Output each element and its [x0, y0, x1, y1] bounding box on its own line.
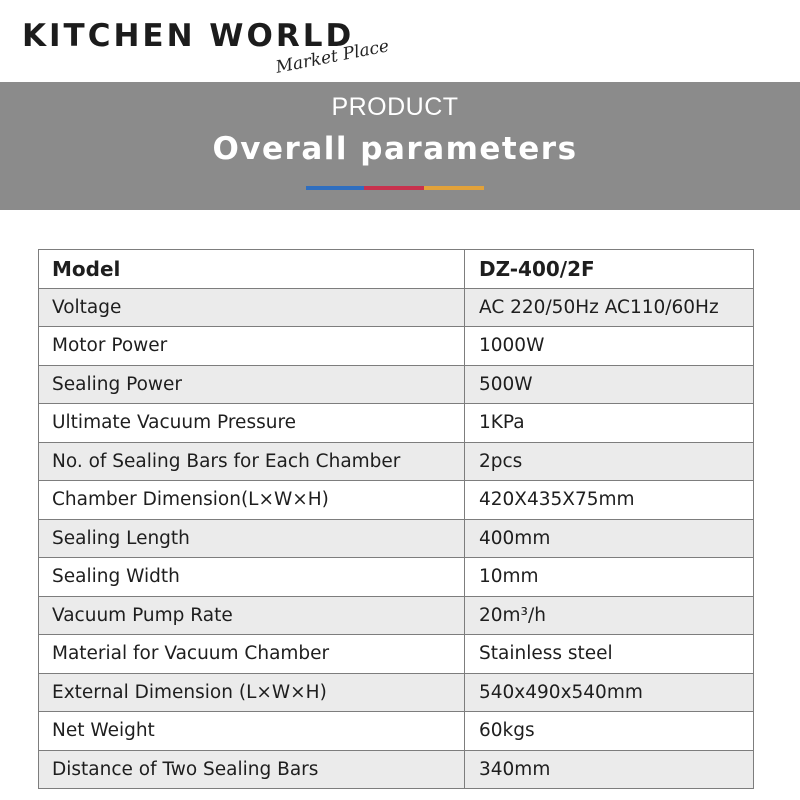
param-label: Distance of Two Sealing Bars — [39, 750, 465, 789]
page-title: Overall parameters — [212, 131, 578, 167]
banner-kicker: PRODUCT — [331, 93, 459, 121]
table-row — [39, 519, 754, 558]
param-value: 1KPa — [465, 404, 754, 443]
param-value: 340mm — [465, 750, 754, 789]
param-label: Voltage — [39, 288, 465, 327]
param-value: 10mm — [465, 558, 754, 597]
table-row — [39, 442, 754, 481]
param-value: 2pcs — [465, 442, 754, 481]
header-cell-label: Model — [39, 250, 465, 289]
param-value: 540x490x540mm — [465, 673, 754, 712]
param-label: Sealing Width — [39, 558, 465, 597]
table-row — [39, 327, 754, 366]
brand-tagline: Market Place — [274, 36, 391, 78]
accent-bar-blue — [306, 186, 364, 190]
table-row — [39, 673, 754, 712]
param-value: AC 220/50Hz AC110/60Hz — [465, 288, 754, 327]
table-row — [39, 750, 754, 789]
header-cell-value: DZ-400/2F — [465, 250, 754, 289]
table-header-row — [39, 250, 754, 289]
accent-bar-orange — [424, 186, 484, 190]
param-value: 20m³/h — [465, 596, 754, 635]
param-label: Material for Vacuum Chamber — [39, 635, 465, 674]
param-value: Stainless steel — [465, 635, 754, 674]
param-label: External Dimension (L×W×H) — [39, 673, 465, 712]
param-value: 60kgs — [465, 712, 754, 751]
table-row — [39, 712, 754, 751]
parameters-table — [38, 249, 754, 789]
param-label: Sealing Length — [39, 519, 465, 558]
accent-bar-red — [364, 186, 424, 190]
param-label: Vacuum Pump Rate — [39, 596, 465, 635]
table-row — [39, 365, 754, 404]
brand-logo: KITCHEN WORLD — [22, 18, 355, 54]
param-value: 400mm — [465, 519, 754, 558]
param-label: Net Weight — [39, 712, 465, 751]
table-row — [39, 635, 754, 674]
table-row — [39, 558, 754, 597]
param-label: Sealing Power — [39, 365, 465, 404]
param-value: 500W — [465, 365, 754, 404]
param-label: Motor Power — [39, 327, 465, 366]
table-row — [39, 404, 754, 443]
param-label: Chamber Dimension(L×W×H) — [39, 481, 465, 520]
table-row — [39, 288, 754, 327]
param-value: 420X435X75mm — [465, 481, 754, 520]
table-row — [39, 596, 754, 635]
param-label: No. of Sealing Bars for Each Chamber — [39, 442, 465, 481]
table-row — [39, 481, 754, 520]
param-label: Ultimate Vacuum Pressure — [39, 404, 465, 443]
param-value: 1000W — [465, 327, 754, 366]
